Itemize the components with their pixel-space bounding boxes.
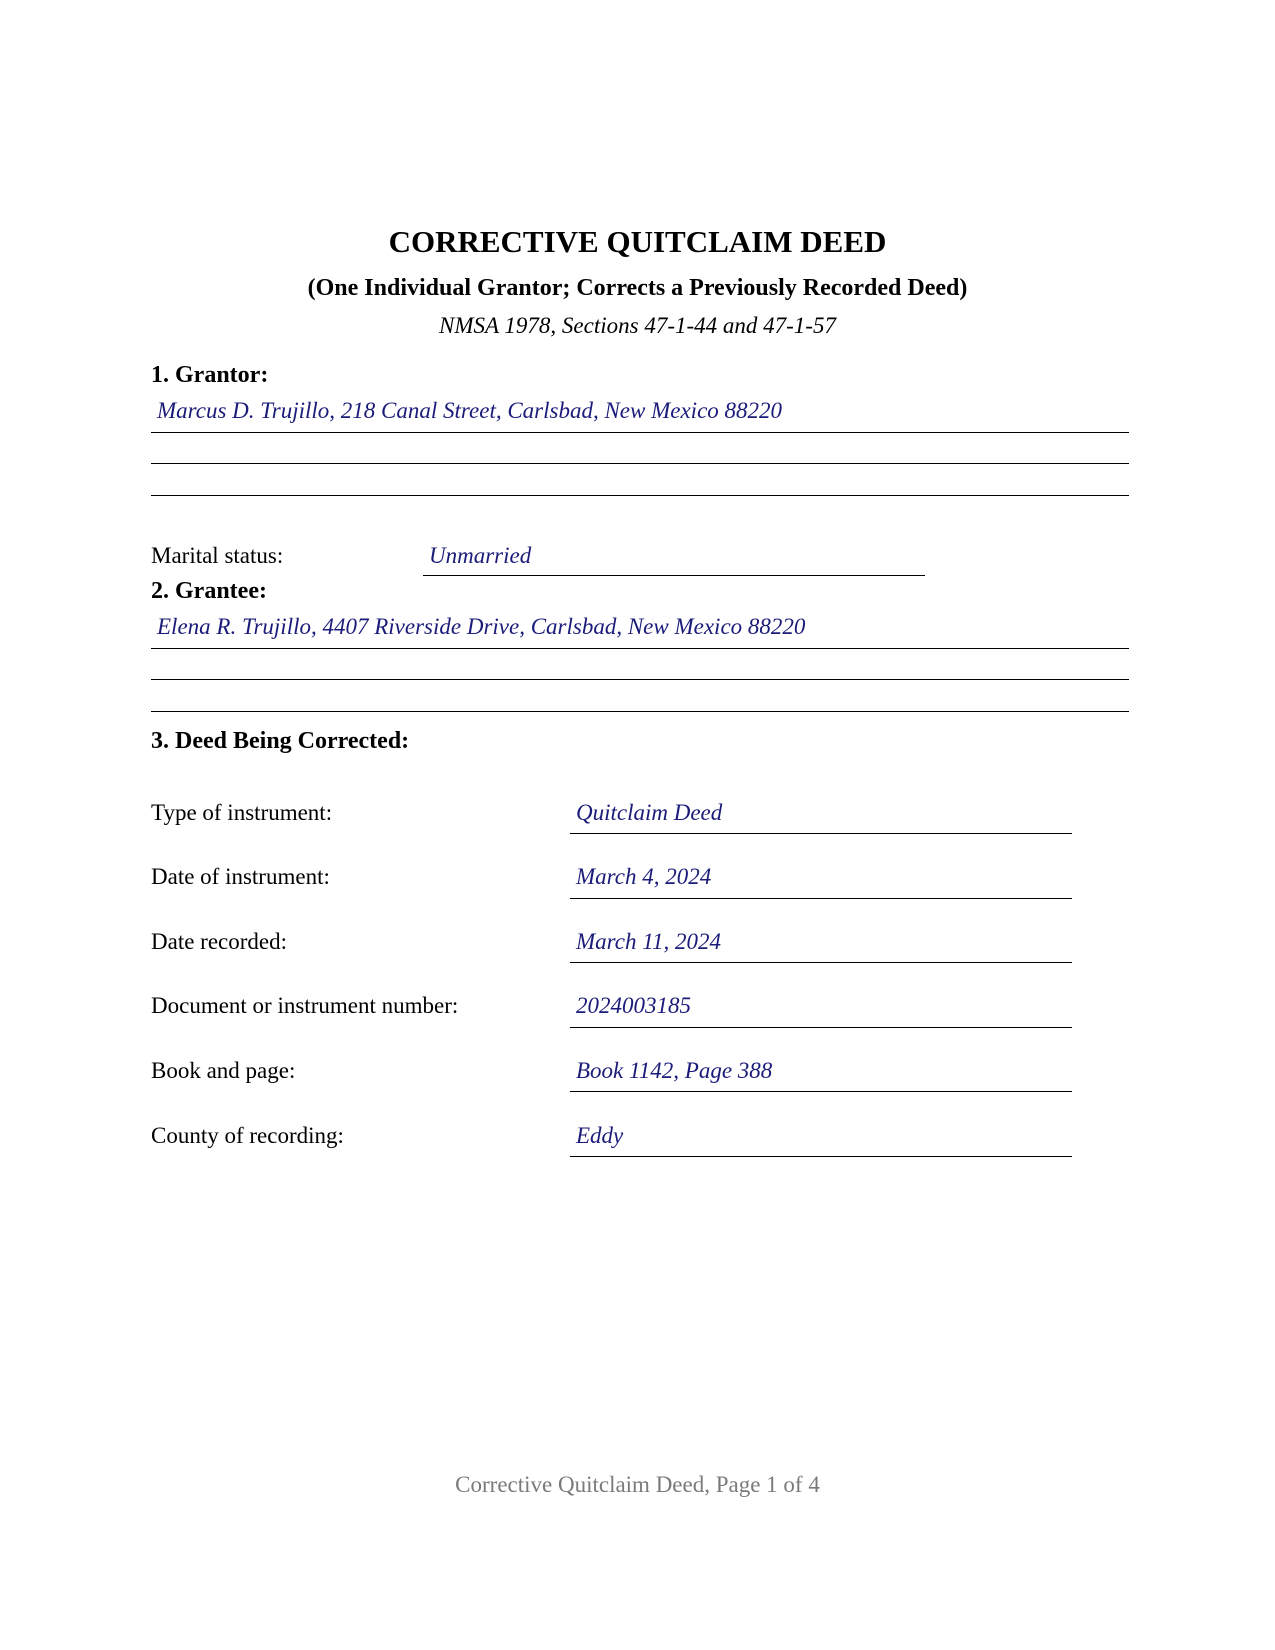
recorded-date-field[interactable]: March 11, 2024 — [576, 929, 722, 954]
deed-field-label: Date of instrument: — [151, 864, 330, 889]
instrument-number-field[interactable]: 2024003185 — [576, 993, 691, 1018]
recording-county-field[interactable]: Eddy — [576, 1123, 624, 1148]
marital-status-field[interactable]: Unmarried — [429, 543, 532, 568]
marital-status-label: Marital status: — [151, 543, 284, 568]
instrument-type-field[interactable]: Quitclaim Deed — [576, 800, 723, 825]
book-page-field[interactable]: Book 1142, Page 388 — [576, 1058, 773, 1083]
deed-field-label: Date recorded: — [151, 929, 288, 954]
grantor-line-2 — [151, 463, 1129, 464]
instrument-date-field[interactable]: March 4, 2024 — [576, 864, 712, 889]
grantor-field[interactable]: Marcus D. Trujillo, 218 Canal Street, Carlsbad, New Mexico 88220 — [157, 398, 783, 423]
instrument-date-line — [570, 898, 1072, 899]
grantee-heading: 2. Grantee: — [151, 578, 267, 604]
instrument-type-line — [570, 833, 1072, 834]
grantee-line-3 — [151, 711, 1129, 712]
recording-county-line — [570, 1156, 1072, 1157]
book-page-line — [570, 1091, 1072, 1092]
deed-heading: 3. Deed Being Corrected: — [151, 728, 410, 754]
grantor-heading: 1. Grantor: — [151, 362, 269, 388]
document-subtitle: (One Individual Grantor; Corrects a Previously Recorded Deed) — [307, 275, 968, 301]
deed-field-label: Type of instrument: — [151, 800, 333, 825]
deed-field-label: County of recording: — [151, 1123, 344, 1148]
deed-field-label: Document or instrument number: — [151, 993, 459, 1018]
statute-reference: NMSA 1978, Sections 47-1-44 and 47-1-57 — [439, 313, 836, 338]
deed-field-label: Book and page: — [151, 1058, 296, 1083]
instrument-number-line — [570, 1027, 1072, 1028]
grantor-line-1 — [151, 432, 1129, 433]
grantor-line-3 — [151, 495, 1129, 496]
grantee-field[interactable]: Elena R. Trujillo, 4407 Riverside Drive, Carlsbad, New Mexico 88220 — [157, 614, 806, 639]
grantee-line-2 — [151, 679, 1129, 680]
page-footer: Corrective Quitclaim Deed, Page 1 of 4 — [455, 1472, 820, 1497]
marital-status-line — [423, 575, 925, 576]
grantee-line-1 — [151, 648, 1129, 649]
document-title: CORRECTIVE QUITCLAIM DEED — [388, 224, 887, 259]
recorded-date-line — [570, 962, 1072, 963]
